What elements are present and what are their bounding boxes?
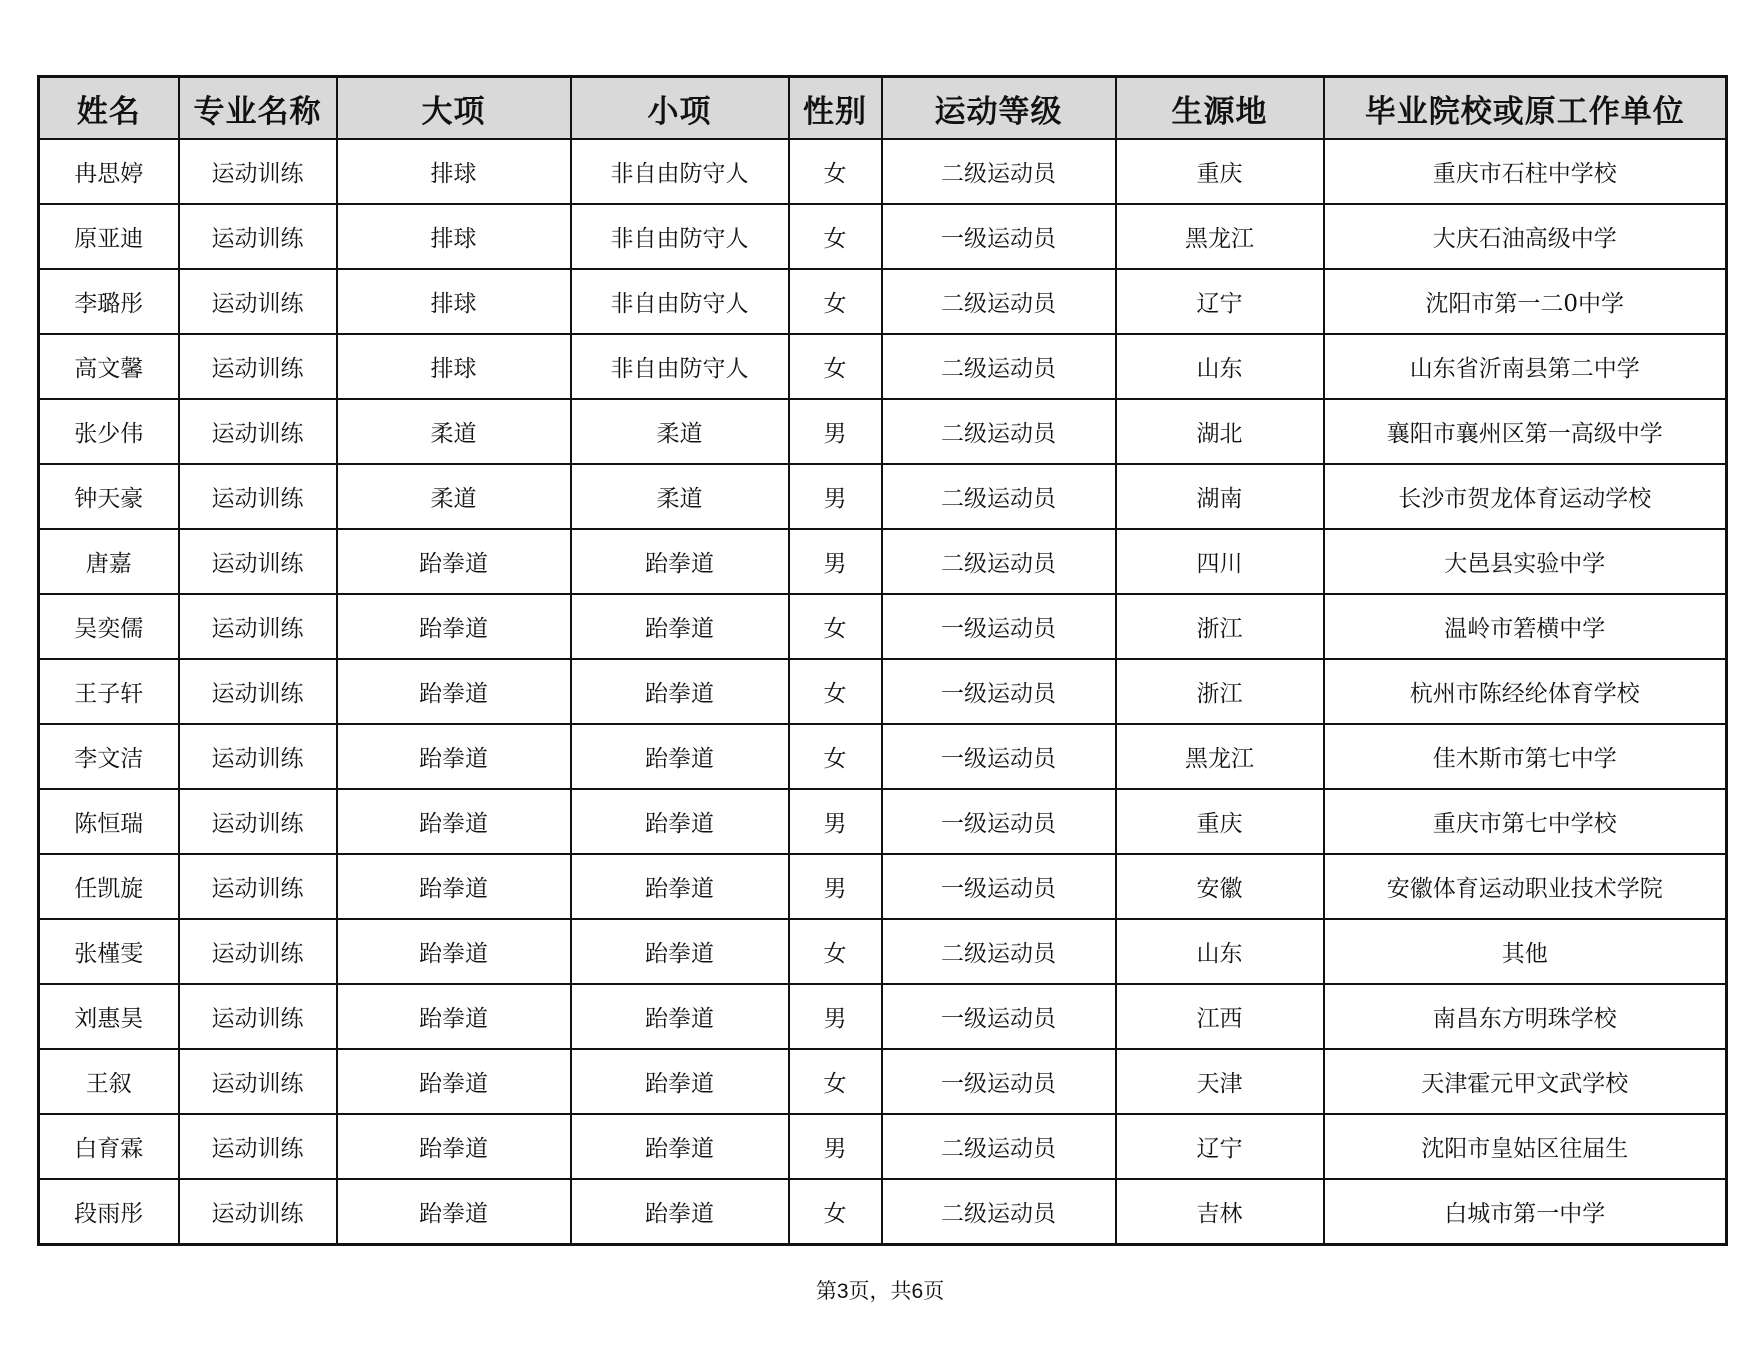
cell-level: 二级运动员 <box>882 464 1116 529</box>
table-row <box>39 529 1727 594</box>
cell-sport: 跆拳道 <box>337 984 571 1049</box>
cell-sport: 排球 <box>337 269 571 334</box>
cell-school: 南昌东方明珠学校 <box>1324 984 1727 1049</box>
cell-major: 运动训练 <box>179 204 337 269</box>
cell-sport: 跆拳道 <box>337 724 571 789</box>
cell-sport: 跆拳道 <box>337 659 571 724</box>
table-body <box>39 139 1727 1245</box>
table-row <box>39 1179 1727 1245</box>
column-header-name: 姓名 <box>39 77 179 140</box>
cell-sport: 柔道 <box>337 399 571 464</box>
cell-school: 襄阳市襄州区第一高级中学 <box>1324 399 1727 464</box>
cell-major: 运动训练 <box>179 1179 337 1245</box>
cell-gender: 男 <box>789 854 882 919</box>
table-row <box>39 269 1727 334</box>
cell-origin: 湖北 <box>1116 399 1324 464</box>
table-row <box>39 724 1727 789</box>
cell-level: 一级运动员 <box>882 724 1116 789</box>
cell-event: 跆拳道 <box>571 529 789 594</box>
cell-origin: 黑龙江 <box>1116 724 1324 789</box>
cell-level: 一级运动员 <box>882 1049 1116 1114</box>
cell-level: 一级运动员 <box>882 789 1116 854</box>
cell-origin: 重庆 <box>1116 139 1324 204</box>
cell-major: 运动训练 <box>179 1114 337 1179</box>
table-row <box>39 399 1727 464</box>
table-row <box>39 1114 1727 1179</box>
cell-gender: 男 <box>789 399 882 464</box>
admission-roster-table <box>37 75 1728 1246</box>
cell-origin: 四川 <box>1116 529 1324 594</box>
cell-origin: 天津 <box>1116 1049 1324 1114</box>
cell-event: 跆拳道 <box>571 724 789 789</box>
cell-origin: 吉林 <box>1116 1179 1324 1245</box>
total-pages-number: 6 <box>911 1280 924 1303</box>
cell-gender: 男 <box>789 529 882 594</box>
cell-event: 非自由防守人 <box>571 269 789 334</box>
cell-origin: 山东 <box>1116 919 1324 984</box>
table-row <box>39 334 1727 399</box>
table-row <box>39 854 1727 919</box>
cell-name: 冉思婷 <box>39 139 179 204</box>
cell-level: 二级运动员 <box>882 1114 1116 1179</box>
cell-name: 陈恒瑞 <box>39 789 179 854</box>
cell-level: 一级运动员 <box>882 204 1116 269</box>
cell-name: 高文馨 <box>39 334 179 399</box>
cell-level: 二级运动员 <box>882 529 1116 594</box>
cell-school: 白城市第一中学 <box>1324 1179 1727 1245</box>
cell-level: 二级运动员 <box>882 334 1116 399</box>
cell-level: 二级运动员 <box>882 919 1116 984</box>
page-number-footer <box>0 1275 1760 1305</box>
cell-event: 非自由防守人 <box>571 204 789 269</box>
cell-event: 非自由防守人 <box>571 334 789 399</box>
cell-event: 柔道 <box>571 464 789 529</box>
cell-sport: 跆拳道 <box>337 1179 571 1245</box>
cell-major: 运动训练 <box>179 529 337 594</box>
column-header-origin: 生源地 <box>1116 77 1324 140</box>
cell-name: 段雨彤 <box>39 1179 179 1245</box>
cell-origin: 安徽 <box>1116 854 1324 919</box>
table-row <box>39 204 1727 269</box>
cell-gender: 女 <box>789 1049 882 1114</box>
table-row <box>39 659 1727 724</box>
cell-major: 运动训练 <box>179 1049 337 1114</box>
footer-suffix: 页 <box>923 1279 945 1303</box>
cell-origin: 浙江 <box>1116 594 1324 659</box>
column-header-level: 运动等级 <box>882 77 1116 140</box>
cell-school: 安徽体育运动职业技术学院 <box>1324 854 1727 919</box>
cell-gender: 女 <box>789 594 882 659</box>
column-header-school: 毕业院校或原工作单位 <box>1324 77 1727 140</box>
cell-event: 跆拳道 <box>571 919 789 984</box>
cell-sport: 排球 <box>337 334 571 399</box>
cell-gender: 女 <box>789 724 882 789</box>
cell-major: 运动训练 <box>179 724 337 789</box>
cell-gender: 女 <box>789 919 882 984</box>
cell-origin: 辽宁 <box>1116 269 1324 334</box>
cell-origin: 浙江 <box>1116 659 1324 724</box>
cell-level: 一级运动员 <box>882 659 1116 724</box>
footer-middle: 页，共 <box>848 1279 912 1303</box>
cell-sport: 排球 <box>337 139 571 204</box>
cell-level: 二级运动员 <box>882 1179 1116 1245</box>
cell-school: 重庆市第七中学校 <box>1324 789 1727 854</box>
table-row <box>39 984 1727 1049</box>
cell-school: 沈阳市皇姑区往届生 <box>1324 1114 1727 1179</box>
cell-name: 原亚迪 <box>39 204 179 269</box>
table-row <box>39 139 1727 204</box>
cell-name: 李文洁 <box>39 724 179 789</box>
cell-name: 张少伟 <box>39 399 179 464</box>
cell-name: 钟天豪 <box>39 464 179 529</box>
cell-major: 运动训练 <box>179 789 337 854</box>
cell-event: 柔道 <box>571 399 789 464</box>
cell-event: 跆拳道 <box>571 659 789 724</box>
cell-sport: 跆拳道 <box>337 1049 571 1114</box>
cell-event: 跆拳道 <box>571 984 789 1049</box>
table-row <box>39 919 1727 984</box>
cell-sport: 跆拳道 <box>337 854 571 919</box>
cell-gender: 女 <box>789 269 882 334</box>
cell-event: 跆拳道 <box>571 1179 789 1245</box>
cell-major: 运动训练 <box>179 594 337 659</box>
cell-name: 吴奕儒 <box>39 594 179 659</box>
cell-origin: 湖南 <box>1116 464 1324 529</box>
cell-name: 任凯旋 <box>39 854 179 919</box>
cell-name: 李璐彤 <box>39 269 179 334</box>
table-row <box>39 1049 1727 1114</box>
cell-name: 唐嘉 <box>39 529 179 594</box>
column-header-sport: 大项 <box>337 77 571 140</box>
cell-event: 跆拳道 <box>571 854 789 919</box>
cell-school: 佳木斯市第七中学 <box>1324 724 1727 789</box>
cell-school: 大邑县实验中学 <box>1324 529 1727 594</box>
cell-sport: 跆拳道 <box>337 594 571 659</box>
cell-event: 非自由防守人 <box>571 139 789 204</box>
cell-origin: 山东 <box>1116 334 1324 399</box>
cell-gender: 女 <box>789 659 882 724</box>
table-row <box>39 464 1727 529</box>
column-header-gender: 性别 <box>789 77 882 140</box>
cell-school: 重庆市石柱中学校 <box>1324 139 1727 204</box>
cell-origin: 辽宁 <box>1116 1114 1324 1179</box>
cell-school: 沈阳市第一二0中学 <box>1324 269 1727 334</box>
cell-name: 刘惠昊 <box>39 984 179 1049</box>
cell-major: 运动训练 <box>179 139 337 204</box>
cell-event: 跆拳道 <box>571 1114 789 1179</box>
table-row <box>39 594 1727 659</box>
cell-major: 运动训练 <box>179 854 337 919</box>
cell-sport: 跆拳道 <box>337 789 571 854</box>
cell-sport: 柔道 <box>337 464 571 529</box>
cell-level: 一级运动员 <box>882 594 1116 659</box>
table-row <box>39 789 1727 854</box>
cell-school: 其他 <box>1324 919 1727 984</box>
cell-level: 一级运动员 <box>882 854 1116 919</box>
cell-school: 杭州市陈经纶体育学校 <box>1324 659 1727 724</box>
cell-level: 二级运动员 <box>882 269 1116 334</box>
footer-prefix: 第 <box>815 1279 837 1303</box>
cell-origin: 黑龙江 <box>1116 204 1324 269</box>
cell-major: 运动训练 <box>179 984 337 1049</box>
cell-major: 运动训练 <box>179 464 337 529</box>
cell-school: 山东省沂南县第二中学 <box>1324 334 1727 399</box>
cell-origin: 江西 <box>1116 984 1324 1049</box>
cell-sport: 排球 <box>337 204 571 269</box>
cell-name: 白育霖 <box>39 1114 179 1179</box>
cell-gender: 女 <box>789 1179 882 1245</box>
cell-name: 王子轩 <box>39 659 179 724</box>
cell-name: 张槿雯 <box>39 919 179 984</box>
column-header-major: 专业名称 <box>179 77 337 140</box>
cell-gender: 男 <box>789 984 882 1049</box>
cell-gender: 女 <box>789 204 882 269</box>
cell-major: 运动训练 <box>179 269 337 334</box>
cell-major: 运动训练 <box>179 659 337 724</box>
cell-gender: 男 <box>789 464 882 529</box>
cell-gender: 女 <box>789 139 882 204</box>
cell-name: 王叙 <box>39 1049 179 1114</box>
cell-gender: 男 <box>789 789 882 854</box>
cell-level: 二级运动员 <box>882 399 1116 464</box>
cell-major: 运动训练 <box>179 919 337 984</box>
current-page-number: 3 <box>836 1280 849 1303</box>
cell-event: 跆拳道 <box>571 789 789 854</box>
cell-school: 天津霍元甲文武学校 <box>1324 1049 1727 1114</box>
cell-gender: 女 <box>789 334 882 399</box>
table-header-row <box>39 77 1727 140</box>
cell-origin: 重庆 <box>1116 789 1324 854</box>
cell-sport: 跆拳道 <box>337 919 571 984</box>
cell-major: 运动训练 <box>179 399 337 464</box>
cell-event: 跆拳道 <box>571 594 789 659</box>
cell-school: 长沙市贺龙体育运动学校 <box>1324 464 1727 529</box>
cell-sport: 跆拳道 <box>337 1114 571 1179</box>
cell-school: 大庆石油高级中学 <box>1324 204 1727 269</box>
cell-gender: 男 <box>789 1114 882 1179</box>
cell-major: 运动训练 <box>179 334 337 399</box>
cell-event: 跆拳道 <box>571 1049 789 1114</box>
cell-level: 一级运动员 <box>882 984 1116 1049</box>
cell-level: 二级运动员 <box>882 139 1116 204</box>
cell-school: 温岭市箬横中学 <box>1324 594 1727 659</box>
column-header-event: 小项 <box>571 77 789 140</box>
cell-sport: 跆拳道 <box>337 529 571 594</box>
